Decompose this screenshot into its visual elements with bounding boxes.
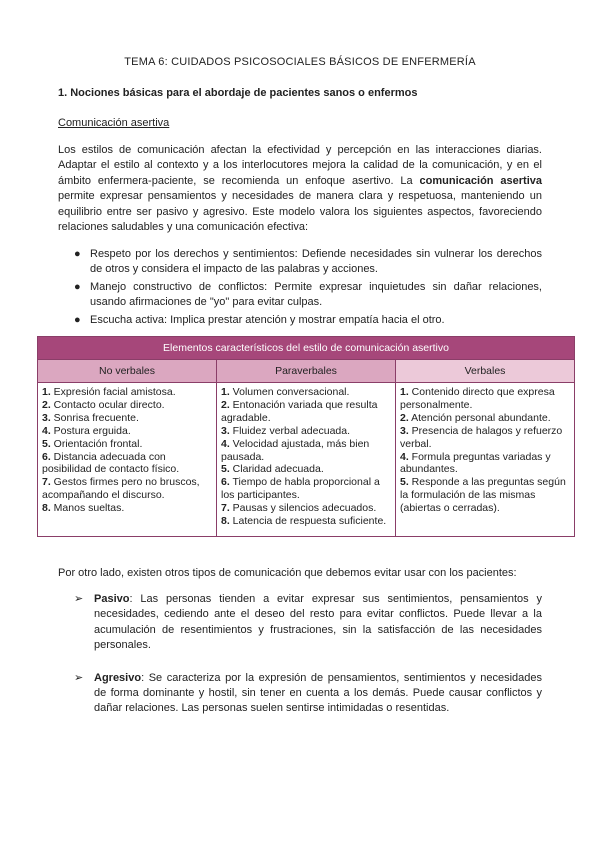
list-item: 5. Responde a las preguntas según la formulación de las mismas (abiertas o cerradas). [400, 476, 566, 515]
list-item-text: Escucha activa: Implica prestar atención y mostrar empatía hacia el otro. [90, 313, 445, 326]
other-types-list [58, 592, 542, 734]
list-item: 1. Volumen conversacional. [221, 386, 350, 398]
intro-bold-term: comunicación asertiva [419, 174, 542, 187]
bullet-icon: ● [74, 280, 81, 293]
list-item-text: Manejo constructivo de conflictos: Permite expresar inquietudes sin dañar relaciones, usando afirmaciones de "yo" para evitar culpas. [90, 280, 542, 309]
list-item: 1. Expresión facial amistosa. [42, 386, 176, 398]
list-item: 3. Presencia de halagos y refuerzo verbal. [400, 424, 563, 450]
bullet-icon: ● [74, 313, 81, 326]
list-item: 2. Entonación variada que resulta agradable. [221, 398, 378, 424]
list-item: 3. Sonrisa frecuente. [42, 411, 139, 424]
column-header-paraverbales: Paraverbales [217, 360, 396, 383]
arrow-bullet-icon: ➢ [74, 671, 84, 684]
list-item: 3. Fluidez verbal adecuada. [221, 424, 351, 437]
list-item [58, 592, 542, 654]
intro-text-2: permite expresar pensamientos y necesidades de manera clara y respetuosa, manteniendo un equilibrio entre ser pasivo y agresivo. Este modelo valora los siguientes aspectos, favoreciendo relaciones saludables y una comunicación efectiva: [58, 190, 542, 234]
paraverbales-cell [217, 383, 396, 537]
bullet-icon: ● [74, 248, 81, 260]
list-item: 4. Formula preguntas variadas y abundantes. [400, 450, 551, 476]
list-item: 6. Tiempo de habla proporcional a los participantes. [221, 476, 380, 502]
list-item: 1. Contenido directo que expresa personalmente. [400, 386, 555, 411]
list-item: 2. Contacto ocular directo. [42, 398, 165, 411]
section-heading: 1. Nociones básicas para el abordaje de pacientes sanos o enfermos [58, 87, 418, 99]
column-header-no-verbales: No verbales [38, 360, 217, 383]
list-item: 4. Velocidad ajustada, más bien pausada. [221, 437, 370, 463]
list-item [58, 671, 542, 717]
list-item: 8. Manos sueltas. [42, 502, 125, 515]
list-item: 8. Latencia de respuesta suficiente. [221, 515, 387, 528]
term-description: : Se caracteriza por la expresión de pensamientos, sentimientos y necesidades de forma dominante y hostil, sin tener en cuenta a los demás. Puede causar conflictos y dañar relaciones. Las personas suelen sentirse intimidadas o resentidas. [94, 671, 542, 715]
list-item [58, 247, 542, 278]
intro-paragraph [58, 143, 542, 235]
list-item: 7. Gestos firmes pero no bruscos, acompañando el discurso. [42, 476, 200, 502]
list-item: 4. Postura erguida. [42, 424, 131, 437]
intro-text-1: Los estilos de comunicación afectan la efectividad y percepción en las interacciones diarias. Adaptar el estilo al contexto y a los interlocutores mejora la calidad de la comunicación, y en el ámbito enfermera-paciente, se recomienda un enfoque asertivo. La [58, 144, 542, 187]
term-pasivo: Pasivo [94, 593, 130, 605]
list-item: 5. Orientación frontal. [42, 437, 143, 450]
term-agresivo: Agresivo [94, 671, 142, 684]
term-description: : Las personas tienden a evitar expresar sus sentimientos, pensamientos y necesidades, cediendo ante el deseo del resto para evitar conflictos. Puede llevar a la acumulación de resentimientos y frustraciones, sin la satisfacción de las necesidades personales. [94, 593, 542, 652]
page-title: TEMA 6: CUIDADOS PSICOSOCIALES BÁSICOS DE ENFERMERÍA [124, 56, 476, 68]
list-item [58, 280, 542, 311]
verbales-cell [396, 383, 575, 537]
table-title: Elementos característicos del estilo de comunicación asertivo [38, 337, 575, 360]
subheading: Comunicación asertiva [58, 117, 170, 129]
column-header-verbales: Verbales [396, 360, 575, 383]
aspects-list [58, 247, 542, 330]
no-verbales-cell [38, 383, 217, 537]
list-item: 7. Pausas y silencios adecuados. [221, 502, 377, 515]
other-types-intro: Por otro lado, existen otros tipos de comunicación que debemos evitar usar con los pacientes: [58, 567, 517, 579]
list-item [58, 313, 542, 328]
assertive-elements-table [37, 336, 575, 537]
list-item: 2. Atención personal abundante. [400, 411, 551, 424]
list-item: 5. Claridad adecuada. [221, 463, 324, 476]
list-item-text: Respeto por los derechos y sentimientos: Defiende necesidades sin vulnerar los derechos de otros y considera el impacto de las palabras y acciones. [90, 248, 542, 276]
list-item: 6. Distancia adecuada con posibilidad de contacto físico. [42, 450, 180, 476]
arrow-bullet-icon: ➢ [74, 593, 84, 605]
